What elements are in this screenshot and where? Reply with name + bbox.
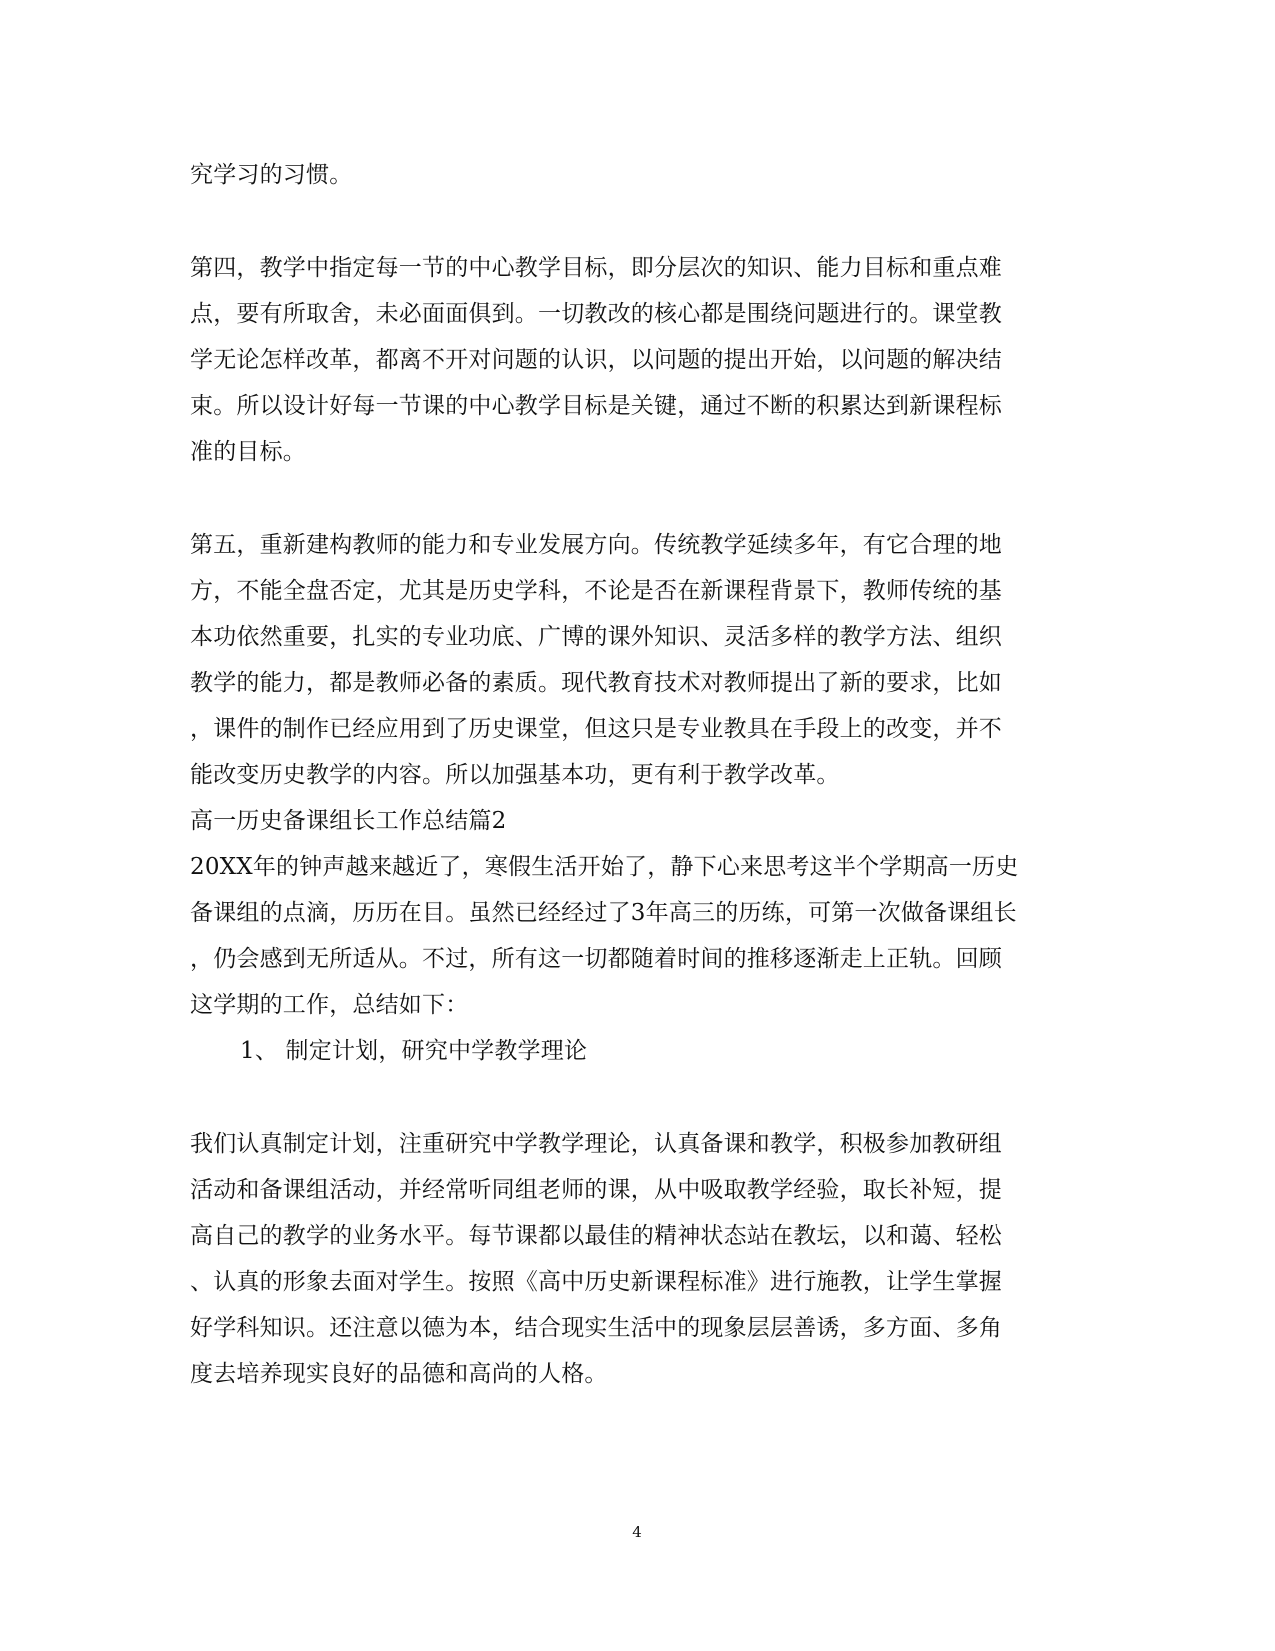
- text-line: ，仍会感到无所适从。不过，所有这一切都随着时间的推移逐渐走上正轨。回顾: [190, 946, 1002, 972]
- page-number: 4: [632, 1523, 642, 1541]
- text-line: 本功依然重要，扎实的专业功底、广博的课外知识、灵活多样的教学方法、组织: [190, 624, 1002, 650]
- text-line: 学无论怎样改革，都离不开对问题的认识，以问题的提出开始，以问题的解决结: [190, 347, 1002, 373]
- text-line: 究学习的习惯。: [190, 162, 353, 188]
- section-heading: 高一历史备课组长工作总结篇2: [190, 808, 507, 834]
- text-line: 好学科知识。还注意以德为本，结合现实生活中的现象层层善诱，多方面、多角: [190, 1315, 1002, 1341]
- text-line: 、认真的形象去面对学生。按照《高中历史新课程标准》进行施教，让学生掌握: [190, 1269, 1002, 1295]
- text-line: 备课组的点滴，历历在目。虽然已经经过了3年高三的历练，可第一次做备课组长: [190, 900, 1017, 926]
- text-line: 20XX年的钟声越来越近了，寒假生活开始了，静下心来思考这半个学期高一历史: [190, 854, 1019, 880]
- text-line: ，课件的制作已经应用到了历史课堂，但这只是专业教具在手段上的改变，并不: [190, 716, 1002, 742]
- text-line: 度去培养现实良好的品德和高尚的人格。: [190, 1361, 608, 1387]
- text-line: 准的目标。: [190, 439, 306, 465]
- text-line: 第五，重新建构教师的能力和专业发展方向。传统教学延续多年，有它合理的地: [190, 532, 1002, 558]
- numbered-subheading: 1、 制定计划，研究中学教学理论: [240, 1038, 588, 1064]
- text-line: 能改变历史教学的内容。所以加强基本功，更有利于教学改革。: [190, 762, 840, 788]
- text-line: 方，不能全盘否定，尤其是历史学科，不论是否在新课程背景下，教师传统的基: [190, 578, 1002, 604]
- text-line: 我们认真制定计划，注重研究中学教学理论，认真备课和教学，积极参加教研组: [190, 1131, 1002, 1157]
- text-line: 活动和备课组活动，并经常听同组老师的课，从中吸取教学经验，取长补短，提: [190, 1177, 1002, 1203]
- text-line: 这学期的工作，总结如下：: [190, 992, 469, 1018]
- text-line: 高自己的教学的业务水平。每节课都以最佳的精神状态站在教坛，以和蔼、轻松: [190, 1223, 1002, 1249]
- text-line: 点，要有所取舍，未必面面俱到。一切教改的核心都是围绕问题进行的。课堂教: [190, 301, 1002, 327]
- text-line: 第四，教学中指定每一节的中心教学目标，即分层次的知识、能力目标和重点难: [190, 255, 1002, 281]
- text-line: 教学的能力，都是教师必备的素质。现代教育技术对教师提出了新的要求，比如: [190, 670, 1002, 696]
- text-line: 束。所以设计好每一节课的中心教学目标是关键，通过不断的积累达到新课程标: [190, 393, 1002, 419]
